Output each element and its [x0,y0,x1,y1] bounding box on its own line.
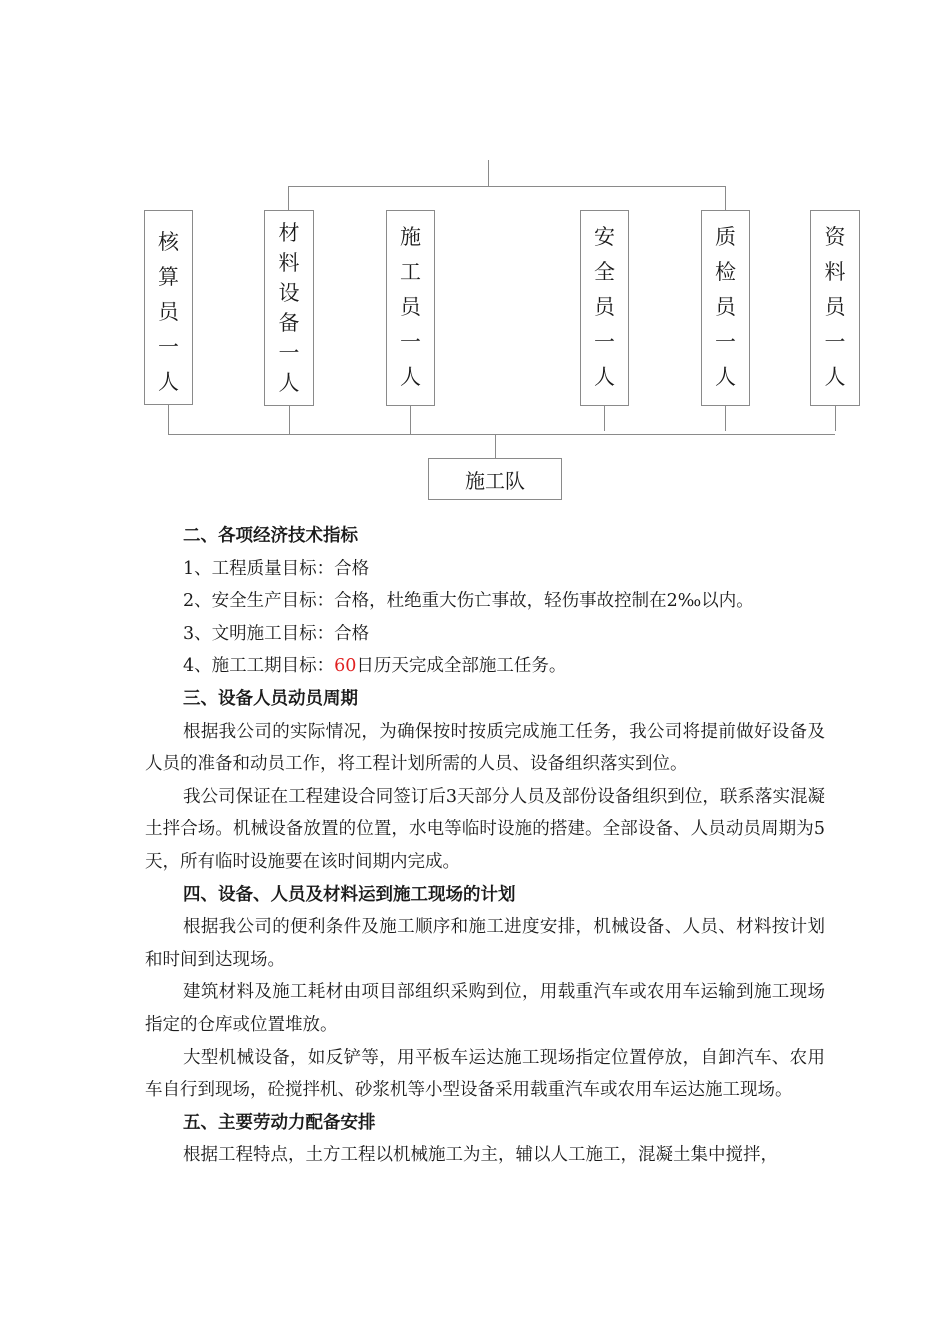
role-char: 安 [594,225,615,249]
role-char: 人 [594,365,615,389]
paragraph: 建筑材料及施工耗材由项目部组织采购到位，用载重汽车或农用车运输到施工现场指定的仓库或位置堆放。 [145,982,825,1035]
role-char: 备 [278,311,300,335]
role-char: 一 [278,341,300,365]
schedule-prefix: 4、施工工期目标： [183,656,335,677]
role-char: 质 [715,225,736,249]
role-box-safety [580,210,629,406]
construction-team-box: 施工队 [428,458,562,500]
role-box-materials [264,210,314,406]
target-item: 3、文明施工目标：合格 [183,623,370,644]
drop-line-3 [410,405,411,435]
top-left-drop-line [288,186,289,212]
role-char: 人 [715,365,736,389]
role-box-quality [701,210,750,406]
role-char: 一 [824,330,846,354]
bottom-horizontal-line [168,434,835,435]
role-char: 一 [158,335,179,359]
role-char: 施 [400,225,421,249]
role-char: 材 [278,221,300,245]
document-body [145,520,825,1172]
role-char: 料 [824,260,846,284]
section-heading: 四、设备、人员及材料运到施工现场的计划 [183,884,516,905]
role-char: 一 [400,330,421,354]
role-char: 人 [400,365,421,389]
target-item: 2、安全生产目标：合格，杜绝重大伤亡事故，轻伤事故控制在2‰以内。 [183,591,754,612]
role-box-constructor [386,210,435,406]
paragraph: 根据工程特点，土方工程以机械施工为主，辅以人工施工，混凝土集中搅拌， [183,1145,778,1166]
team-connector-line [495,434,496,458]
role-char: 人 [278,371,300,395]
schedule-suffix: 日历天完成全部施工任务。 [356,656,567,677]
top-right-drop-line [725,186,726,212]
role-char: 员 [824,295,846,319]
drop-line-1 [168,404,169,435]
paragraph: 根据我公司的便利条件及施工顺序和施工进度安排，机械设备、人员、材料按计划和时间到达现场。 [145,917,825,970]
role-char: 料 [278,251,300,275]
paragraph: 大型机械设备，如反铲等，用平板车运达施工现场指定位置停放，自卸汽车、农用车自行到现场，砼搅拌机、砂浆机等小型设备采用载重汽车或农用车运达施工现场。 [145,1047,825,1101]
section-heading: 三、设备人员动员周期 [183,688,358,709]
role-char: 工 [400,260,421,284]
role-char: 算 [158,265,179,289]
drop-line-4 [604,405,605,431]
target-item-schedule [145,650,825,683]
role-char: 检 [715,260,736,284]
drop-line-6 [835,405,836,431]
role-char: 员 [158,300,179,324]
role-box-accountant [144,210,193,405]
role-box-documents [810,210,860,406]
role-char: 设 [278,281,300,305]
role-char: 人 [824,365,846,389]
target-item: 1、工程质量目标：合格 [183,558,370,579]
role-char: 核 [158,230,179,254]
paragraph: 根据我公司的实际情况，为确保按时按质完成施工任务，我公司将提前做好设备及人员的准备和动员工作，将工程计划所需的人员、设备组织落实到位。 [145,721,825,775]
top-connector-line [488,160,489,186]
drop-line-5 [725,405,726,431]
role-char: 员 [715,295,736,319]
drop-line-2 [289,405,290,435]
paragraph: 我公司保证在工程建设合同签订后3天部分人员及部份设备组织到位，联系落实混凝土拌合场。机械设备放置的位置，水电等临时设施的搭建。全部设备、人员动员周期为5天，所有临时设施要在该时间期内完成。 [145,786,825,872]
section-heading: 五、主要劳动力配备安排 [183,1112,376,1133]
role-char: 员 [400,295,421,319]
schedule-days: 60 [334,656,357,677]
role-char: 全 [594,260,615,284]
role-char: 一 [715,330,736,354]
role-char: 员 [594,295,615,319]
role-char: 资 [824,225,846,249]
section-heading: 二、各项经济技术指标 [183,526,358,546]
top-horizontal-line [288,186,726,187]
role-char: 人 [158,370,179,394]
role-char: 一 [594,330,615,354]
